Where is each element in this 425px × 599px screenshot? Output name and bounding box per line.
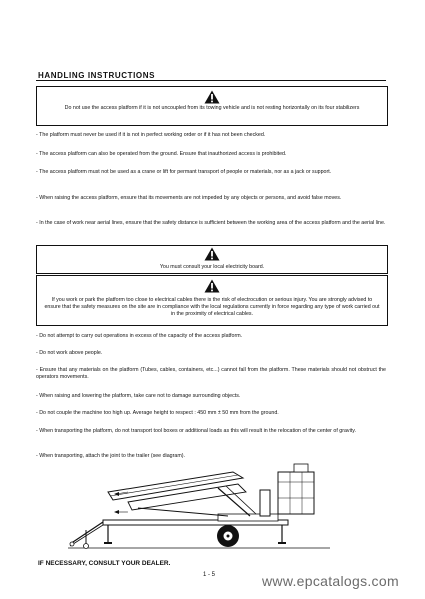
instruction-item: - The access platform can also be operated from the ground. Ensure that inauthorized access is prohibited. xyxy=(36,151,287,157)
warning-text-uncoupled: Do not use the access platform if it is not uncoupled from its towing vehicle and is not resting horizontally on its four stabilizers xyxy=(64,105,360,111)
instruction-item: - Do not couple the machine too high up. Average height to respect : 450 mm ± 50 mm from the ground. xyxy=(36,410,279,416)
warning-triangle-icon xyxy=(204,247,220,261)
page-number: 1 - 5 xyxy=(203,572,216,578)
warning-text-electricity-board: You must consult your local electricity board. xyxy=(159,264,265,270)
title-divider xyxy=(36,80,386,81)
instruction-item: - Ensure that any materials on the platform (Tubes, cables, containers, etc...) cannot fall from the platform. These materials should not obstruct the operators movements. xyxy=(36,367,386,380)
warning-triangle-icon xyxy=(204,279,220,293)
instruction-item: - The access platform must not be used as a crane or lift for permant transport of people or materials, nor as a jack or support. xyxy=(36,169,332,175)
instruction-item: - In the case of work near aerial lines, ensure that the safety distance is sufficient between the working area of the access platform and the aerial line. xyxy=(36,220,386,226)
trailer-platform-diagram xyxy=(68,462,338,556)
instruction-item: - Do not work above people. xyxy=(36,350,103,356)
warning-box-electrical-cables xyxy=(36,275,388,326)
page-title: HANDLING INSTRUCTIONS xyxy=(38,71,156,80)
instruction-item: - The platform must never be used if it is not in perfect working order or if it has not been checked. xyxy=(36,132,266,138)
warning-text-electrical-cables: If you work or park the platform too close to electrical cables there is the risk of electrocution or serious injury. You are strongly advised to ensure that the safety measures on the site are in compliance with the local regulations currently in force regarding any type of work carried out in the proximity of electrical cables. xyxy=(44,297,380,317)
instruction-item: - When raising the access platform, ensure that its movements are not impeded by any objects or persons, and avoid false moves. xyxy=(36,195,342,201)
warning-box-electricity-board xyxy=(36,245,388,274)
website-watermark: www.epcatalogs.com xyxy=(262,573,399,589)
instruction-item: - When raising and lowering the platform, take care not to damage surrounding objects. xyxy=(36,393,241,399)
consult-dealer-note: IF NECESSARY, CONSULT YOUR DEALER. xyxy=(38,560,171,567)
instruction-item: - Do not attempt to carry out operations in excess of the capacity of the access platform. xyxy=(36,333,243,339)
instruction-item: - When transporting, attach the joint to the trailer (see diagram). xyxy=(36,453,185,459)
warning-triangle-icon xyxy=(204,90,220,104)
instruction-item: - When transporting the platform, do not transport tool boxes or additional loads as this will result in the relocation of the center of gravity. xyxy=(36,428,356,434)
warning-box-uncoupled xyxy=(36,86,388,126)
